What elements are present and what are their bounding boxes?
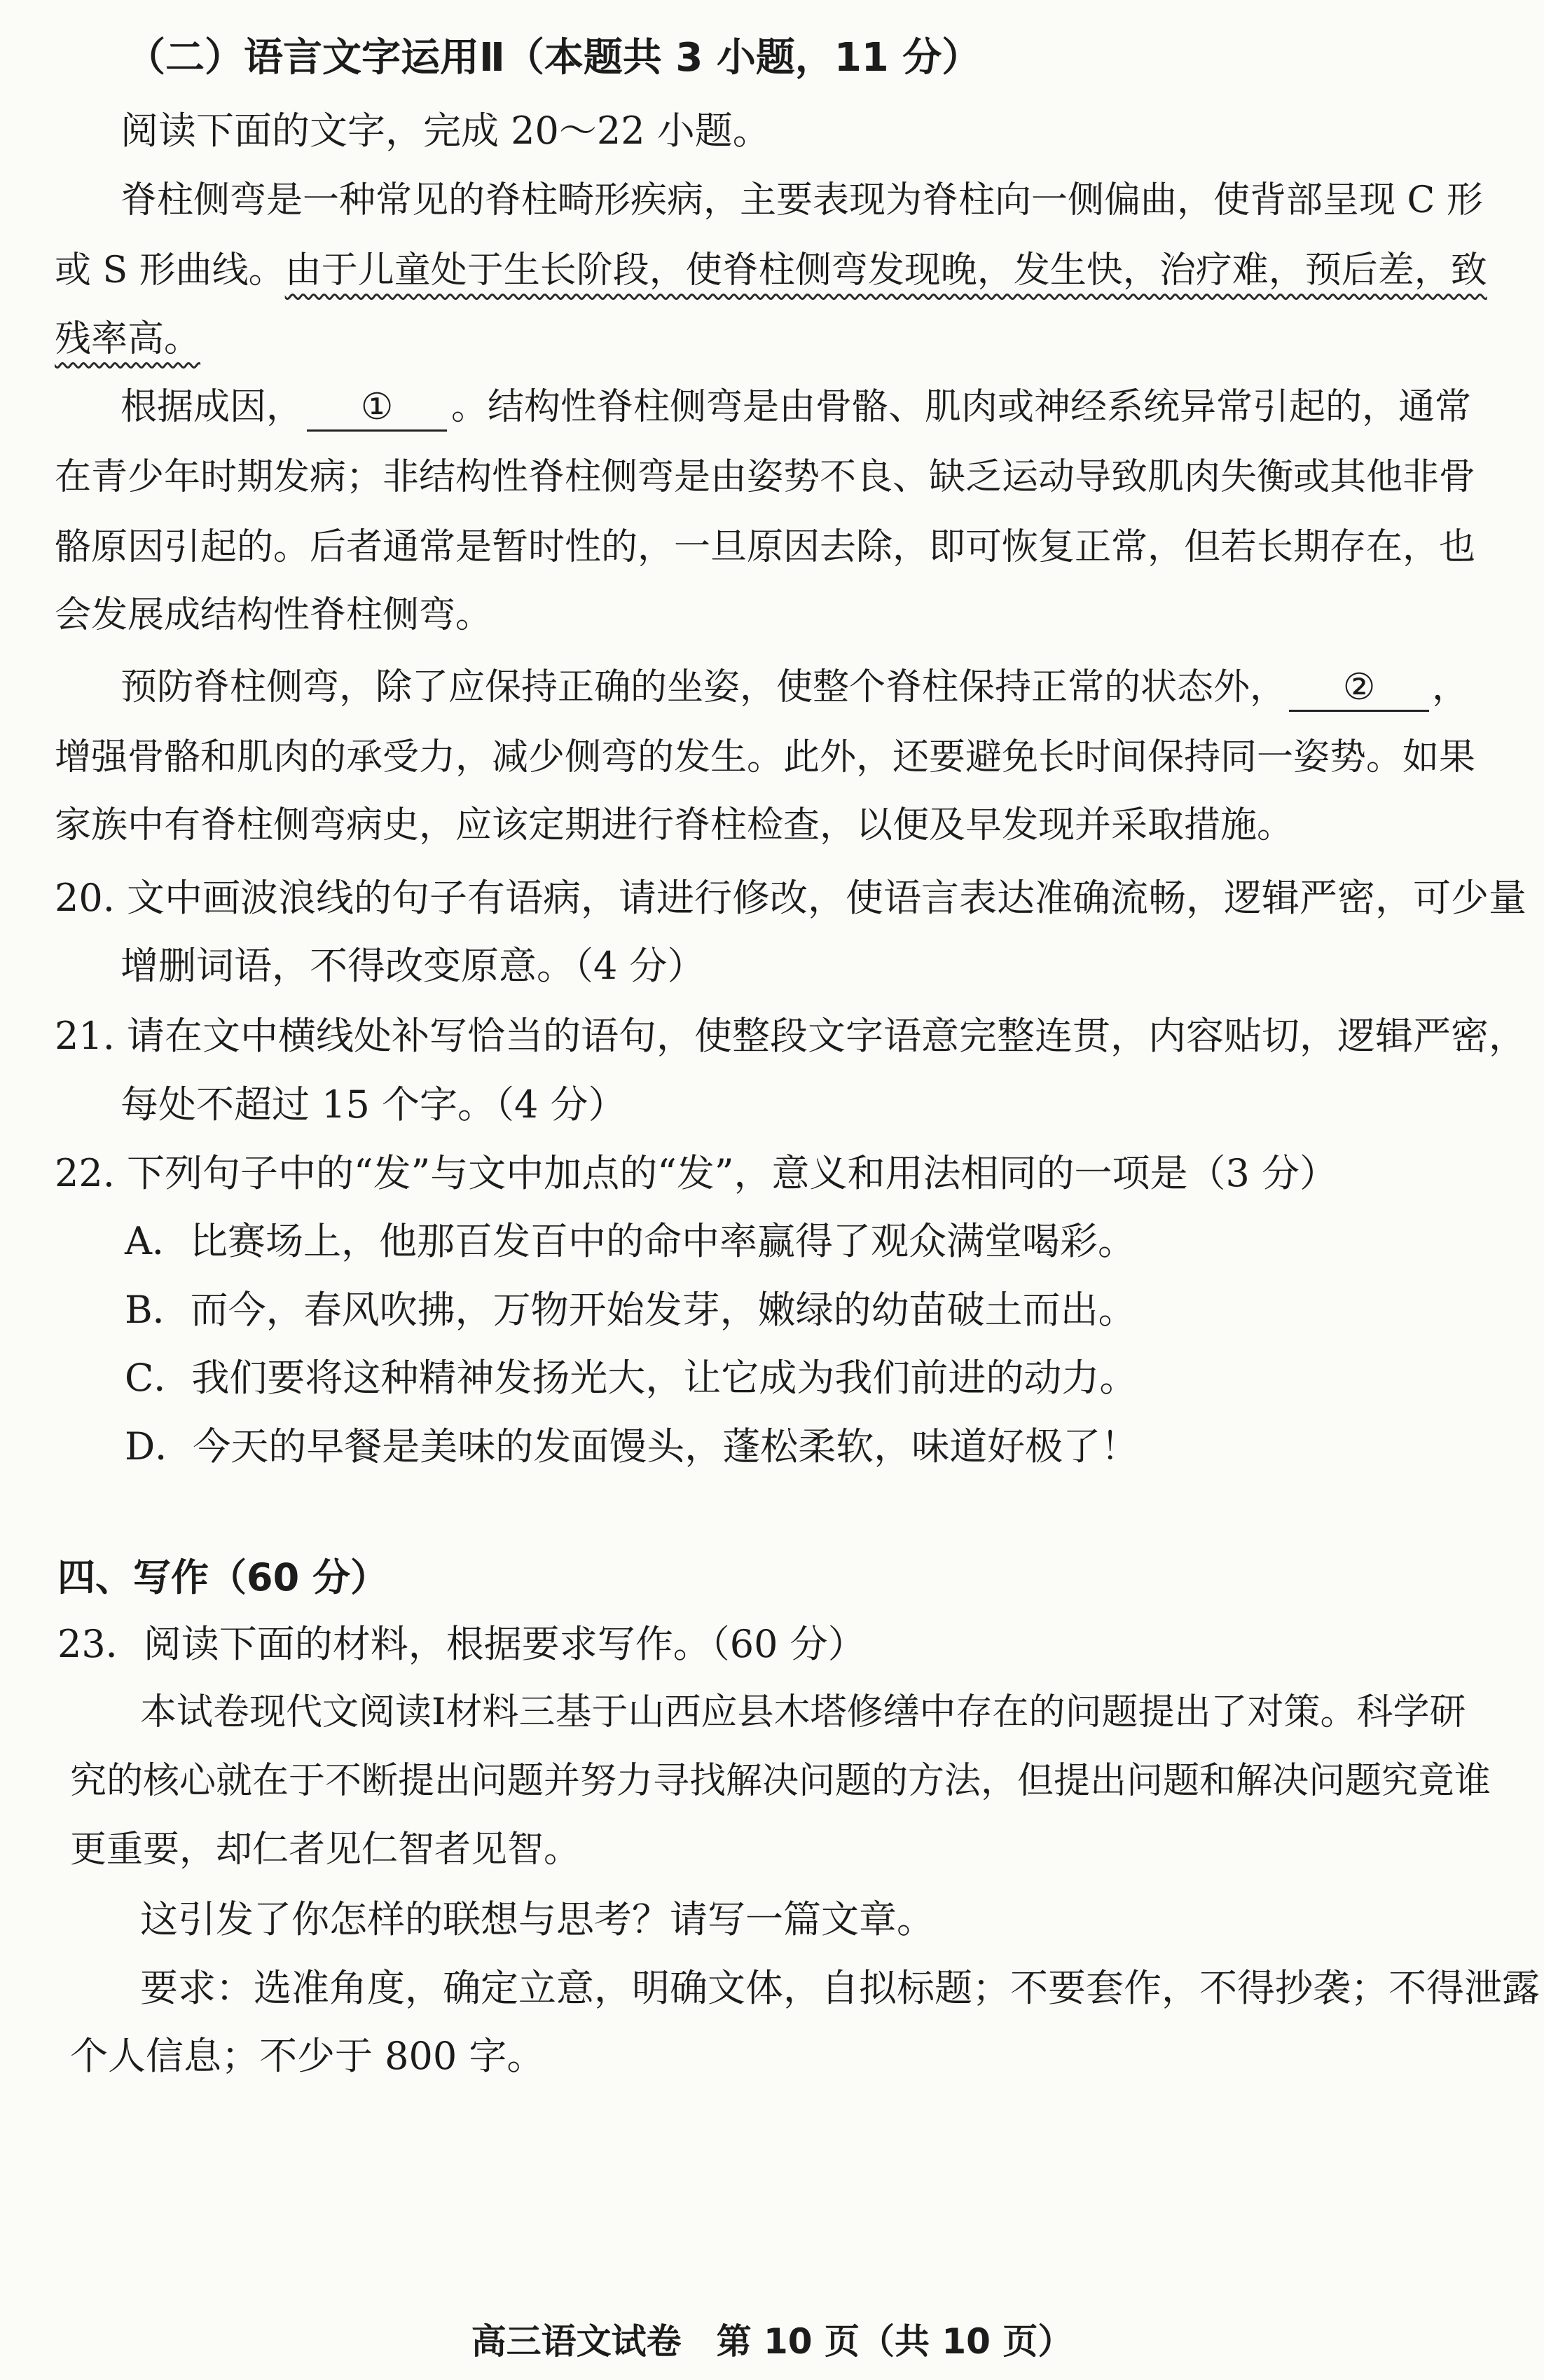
passage-p1-line3 bbox=[55, 318, 201, 360]
question-20-line1: 20. 文中画波浪线的句子有语病，请进行修改，使语言表达准确流畅，逻辑严密，可少量 bbox=[55, 876, 1527, 920]
passage-p1-line1: 脊柱侧弯是一种常见的脊柱畸形疾病，主要表现为脊柱向一侧偏曲，使背部呈现 C 形 bbox=[120, 179, 1483, 221]
wavy-underlined-sentence-end: 残率高。 bbox=[55, 318, 201, 360]
material-line1: 本试卷现代文阅读Ⅰ材料三基于山西应县木塔修缮中存在的问题提出了对策。科学研 bbox=[140, 1691, 1466, 1733]
passage-p2-line1-pre: 根据成因， bbox=[120, 386, 303, 428]
passage-p1-line2-plain: 或 S 形曲线。 bbox=[55, 249, 285, 291]
question-22: 22. 下列句子中的“发”与文中加点的“发”，意义和用法相同的一项是（3 分） bbox=[55, 1151, 1337, 1195]
passage-p3-line1 bbox=[120, 666, 1469, 712]
passage-p3-line3: 家族中有脊柱侧弯病史，应该定期进行脊柱检查，以便及早发现并采取措施。 bbox=[55, 804, 1294, 846]
blank-2: ② bbox=[1289, 669, 1429, 712]
question-22-option-a: A．比赛场上，他那百发百中的命中率赢得了观众满堂喝彩。 bbox=[125, 1219, 1136, 1263]
material-line3: 更重要，却仁者见仁智者见智。 bbox=[70, 1829, 581, 1871]
blank-1: ① bbox=[307, 389, 447, 432]
page-footer: 高三语文试卷 第 10 页（共 10 页） bbox=[471, 2321, 1073, 2362]
question-21-line2: 每处不超过 15 个字。（4 分） bbox=[120, 1082, 626, 1127]
section-2-title: （二）语言文字运用Ⅱ（本题共 3 小题，11 分） bbox=[126, 35, 981, 81]
section-4-title: 四、写作（60 分） bbox=[57, 1555, 388, 1600]
passage-p2-line2: 在青少年时期发病；非结构性脊柱侧弯是由姿势不良、缺乏运动导致肌肉失衡或其他非骨 bbox=[55, 456, 1476, 498]
requirements-line1: 要求：选准角度，确定立意，明确文体，自拟标题；不要套作，不得抄袭；不得泄露 bbox=[140, 1966, 1540, 2010]
question-23: 23．阅读下面的材料，根据要求写作。（60 分） bbox=[57, 1622, 866, 1666]
section-2-intro: 阅读下面的文字，完成 20～22 小题。 bbox=[120, 109, 771, 153]
question-21-line1: 21. 请在文中横线处补写恰当的语句，使整段文字语意完整连贯，内容贴切，逻辑严密， bbox=[55, 1014, 1527, 1058]
wavy-underlined-sentence: 由于儿童处于生长阶段，使脊柱侧弯发现晚，发生快，治疗难，预后差，致 bbox=[284, 249, 1487, 291]
passage-p2-line1 bbox=[120, 386, 1472, 432]
requirements-line2: 个人信息；不少于 800 字。 bbox=[70, 2034, 545, 2078]
passage-p1-line2 bbox=[55, 249, 1487, 291]
question-22-option-d: D．今天的早餐是美味的发面馒头，蓬松柔软，味道好极了！ bbox=[125, 1424, 1139, 1468]
passage-p3-line2: 增强骨骼和肌肉的承受力，减少侧弯的发生。此外，还要避免长时间保持同一姿势。如果 bbox=[55, 736, 1476, 778]
passage-p2-line1-post: 。结构性脊柱侧弯是由骨骼、肌肉或神经系统异常引起的，通常 bbox=[451, 386, 1472, 428]
writing-prompt: 这引发了你怎样的联想与思考？请写一篇文章。 bbox=[140, 1897, 935, 1941]
question-20-line2: 增删词语，不得改变原意。（4 分） bbox=[120, 944, 705, 988]
passage-p2-line3: 骼原因引起的。后者通常是暂时性的，一旦原因去除，即可恢复正常，但若长期存在，也 bbox=[55, 526, 1476, 568]
passage-p2-line4: 会发展成结构性脊柱侧弯。 bbox=[55, 594, 492, 636]
passage-p3-line1-pre: 预防脊柱侧弯，除了应保持正确的坐姿，使整个脊柱保持正常的状态外， bbox=[120, 666, 1287, 708]
question-22-option-b: B．而今，春风吹拂，万物开始发芽，嫩绿的幼苗破土而出。 bbox=[125, 1288, 1136, 1332]
question-22-option-c: C．我们要将这种精神发扬光大，让它成为我们前进的动力。 bbox=[125, 1356, 1138, 1400]
passage-p3-line1-post: ， bbox=[1432, 666, 1469, 708]
material-line2: 究的核心就在于不断提出问题并努力寻找解决问题的方法，但提出问题和解决问题究竟谁 bbox=[70, 1760, 1491, 1802]
